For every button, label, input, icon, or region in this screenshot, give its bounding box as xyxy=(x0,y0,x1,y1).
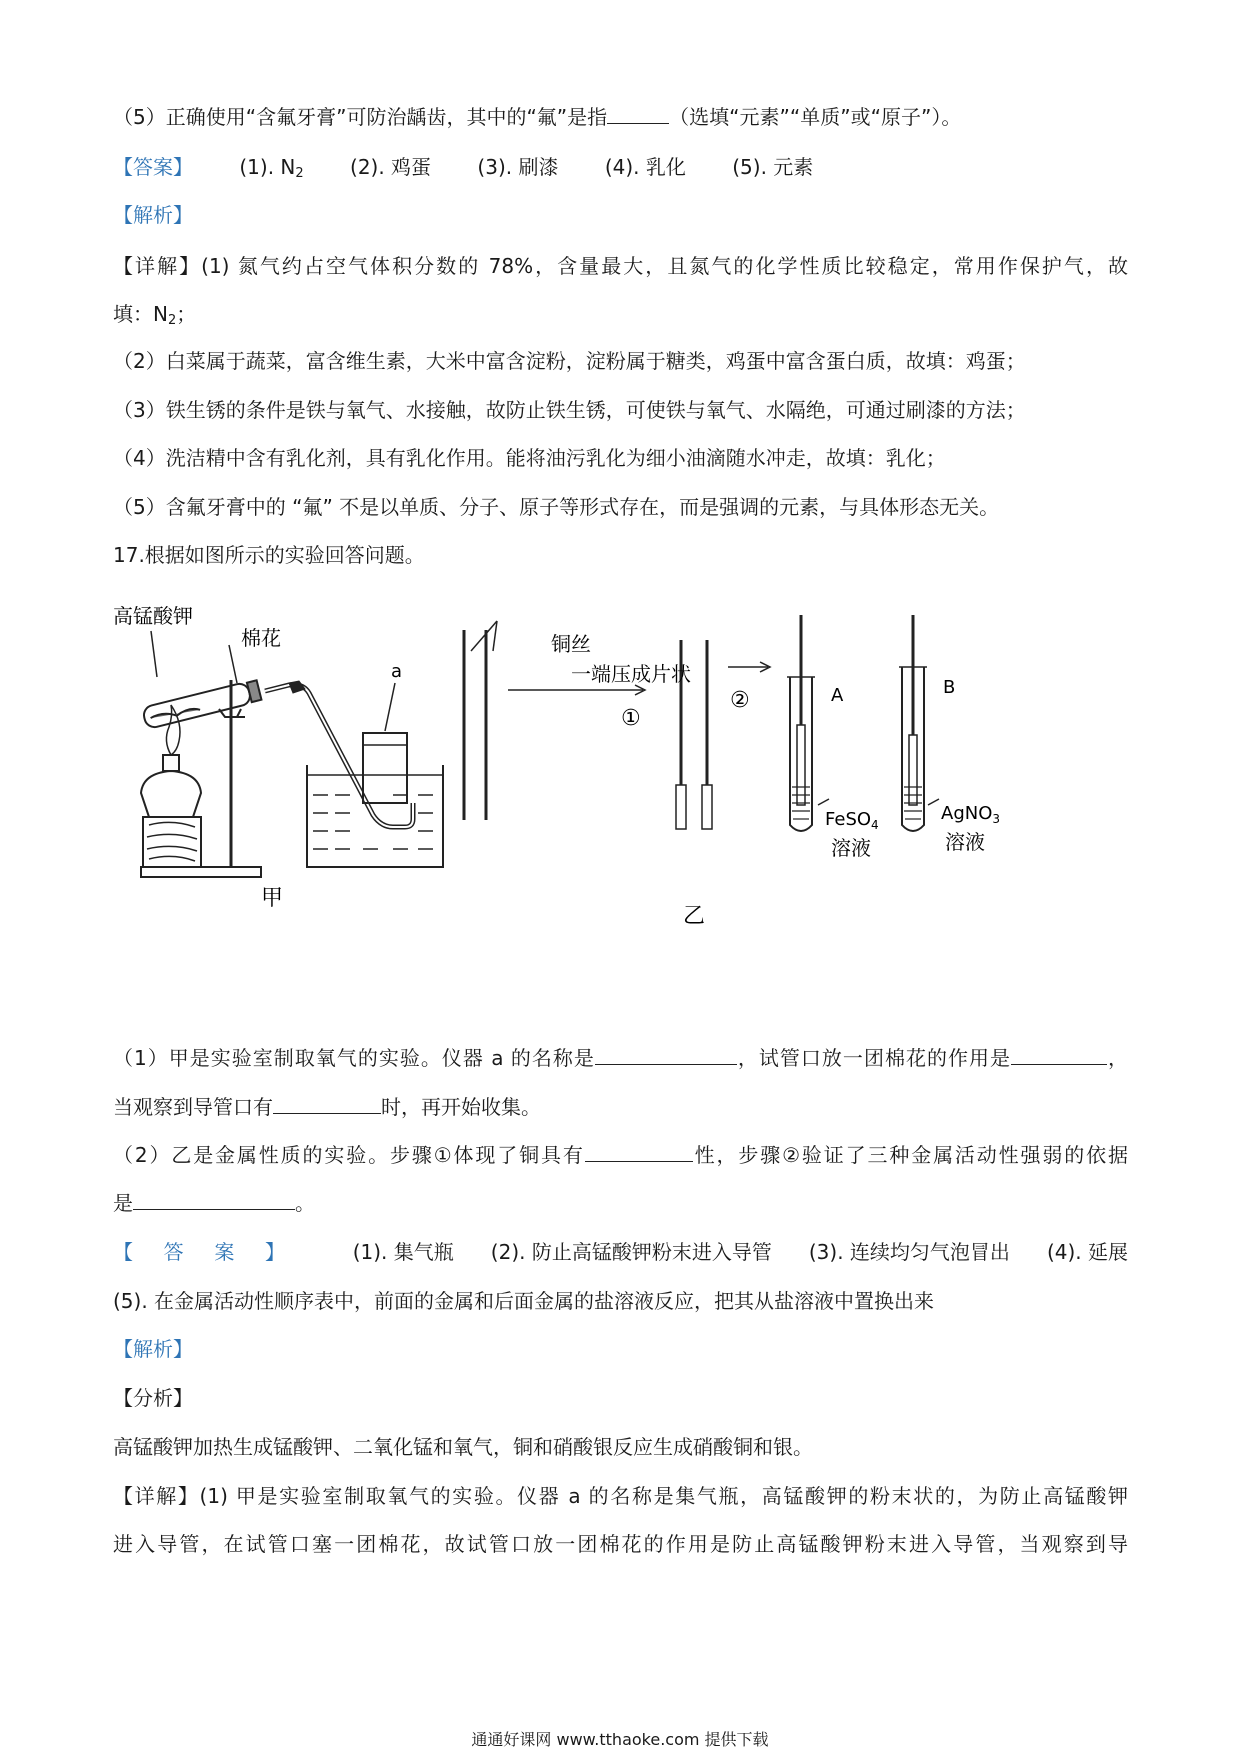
label-tube-b: B xyxy=(943,677,956,698)
q16-detail-line: （5）含氟牙膏中的 “氟” 不是以单质、分子、原子等形式存在，而是强调的元素，与具体形态无关。 xyxy=(113,495,1000,519)
label-feso4: FeSO$_4$ xyxy=(825,809,879,832)
label-cotton: 棉花 xyxy=(241,626,281,650)
flame xyxy=(166,705,180,755)
q16-answer xyxy=(113,152,1128,189)
label-kmno4: 高锰酸钾 xyxy=(113,605,193,628)
answer-item: (4). 乳化 xyxy=(604,155,686,179)
q17-fenxi: 高锰酸钾加热生成锰酸钾、二氧化锰和氧气，铜和硝酸银反应生成硝酸铜和银。 xyxy=(113,1435,813,1459)
flattened-end xyxy=(676,785,686,829)
q17-analysis-tag: 【解析】 xyxy=(113,1337,193,1361)
q17-answer-cont: (5). 在金属活动性顺序表中，前面的金属和后面金属的盐溶液反应，把其从盐溶液中置换出来 xyxy=(113,1289,935,1313)
answer-item: (2). 防止高锰酸钾粉末进入导管 xyxy=(490,1240,772,1264)
stand-base xyxy=(141,867,261,877)
q17-fenxi-tag: 【分析】 xyxy=(113,1386,193,1410)
answer-item: (3). 连续均匀气泡冒出 xyxy=(808,1240,1010,1264)
label-step1: ① xyxy=(621,706,641,731)
q17-detail-line: 进入导管，在试管口塞一团棉花，故试管口放一团棉花的作用是防止高锰酸钾粉末进入导管，当观察到导 xyxy=(113,1532,1128,1556)
label-copper-wire: 铜丝 xyxy=(551,632,591,656)
label-solution-a: 溶液 xyxy=(831,836,871,860)
answer-item: (4). 延展 xyxy=(1046,1240,1128,1264)
q16-detail-line: 【详解】(1) 氮气约占空气体积分数的 78%，含量最大，且氮气的化学性质比较稳定，常用作保护气，故 xyxy=(113,254,1128,278)
experiment-figure xyxy=(113,605,1133,935)
q17-question2-cont: 是 。 xyxy=(113,1191,315,1215)
q16-part5: （5）正确使用“含氟牙膏”可防治龋齿，其中的“氟”是指 （选填“元素”“单质”或“原子”）。 xyxy=(113,105,962,129)
fill-blank[interactable] xyxy=(133,1189,295,1210)
test-tube xyxy=(142,682,252,729)
label-tube-a: A xyxy=(831,685,844,706)
label-jia: 甲 xyxy=(261,886,284,911)
flattened-end xyxy=(702,785,712,829)
q17-question2: （2）乙是金属性质的实验。步骤①体现了铜具有 性，步骤②验证了三种金属活动性强弱的依据 xyxy=(113,1143,1129,1167)
q16-detail-line: （3）铁生锈的条件是铁与氧气、水接触，故防止铁生锈，可使铁与氧气、水隔绝，可通过刷漆的方法； xyxy=(113,398,1026,422)
fill-blank[interactable] xyxy=(607,103,669,124)
gas-collecting-bottle xyxy=(363,733,407,803)
lamp-wick-holder xyxy=(163,755,179,771)
q17-answer xyxy=(113,1237,1128,1267)
label-agno3: AgNO$_3$ xyxy=(941,803,1001,826)
answer-tag: 【答案】 xyxy=(113,155,193,179)
q17-title: 17.根据如图所示的实验回答问题。 xyxy=(113,543,425,567)
label-step2: ② xyxy=(730,688,750,713)
label-a: a xyxy=(391,661,403,682)
answer-item: (1). $N_2$ xyxy=(239,155,304,181)
q16-detail-line: 填：$N_2$； xyxy=(113,302,197,328)
answer-tag: 【答案】 xyxy=(113,1240,316,1264)
fill-blank[interactable] xyxy=(585,1141,693,1162)
fill-blank[interactable] xyxy=(1011,1044,1107,1065)
fill-blank[interactable] xyxy=(595,1044,737,1065)
answer-item: (2). 鸡蛋 xyxy=(350,155,432,179)
label-step-text: 一端压成片状 xyxy=(571,662,691,686)
page-footer: 通通好课网 www.tthaoke.com 提供下载 xyxy=(471,1730,769,1749)
q16-detail-line: （4）洗洁精中含有乳化剂，具有乳化作用。能将油污乳化为细小油滴随水冲走，故填：乳化； xyxy=(113,446,946,470)
label-yi: 乙 xyxy=(683,904,706,929)
q16-analysis-tag: 【解析】 xyxy=(113,203,193,227)
answer-item: (3). 刷漆 xyxy=(477,155,559,179)
q17-detail-line: 【详解】(1) 甲是实验室制取氧气的实验。仪器 a 的名称是集气瓶，高锰酸钾的粉末状的，为防止高锰酸钾 xyxy=(113,1484,1128,1508)
label-solution-b: 溶液 xyxy=(945,830,985,854)
metal-experiment xyxy=(464,615,939,831)
answer-item: (1). 集气瓶 xyxy=(352,1240,454,1264)
alcohol-lamp xyxy=(141,771,201,817)
q17-question1: （1）甲是实验室制取氧气的实验。仪器 a 的名称是 ，试管口放一团棉花的作用是 ， xyxy=(113,1046,1129,1070)
fill-blank[interactable] xyxy=(273,1093,381,1114)
q17-question1-cont: 当观察到导管口有 时，再开始收集。 xyxy=(113,1095,541,1119)
q16-detail-line: （2）白菜属于蔬菜，富含维生素，大米中富含淀粉，淀粉属于糖类，鸡蛋中富含蛋白质，故填：鸡蛋； xyxy=(113,349,1026,373)
answer-item: (5). 元素 xyxy=(732,155,814,179)
